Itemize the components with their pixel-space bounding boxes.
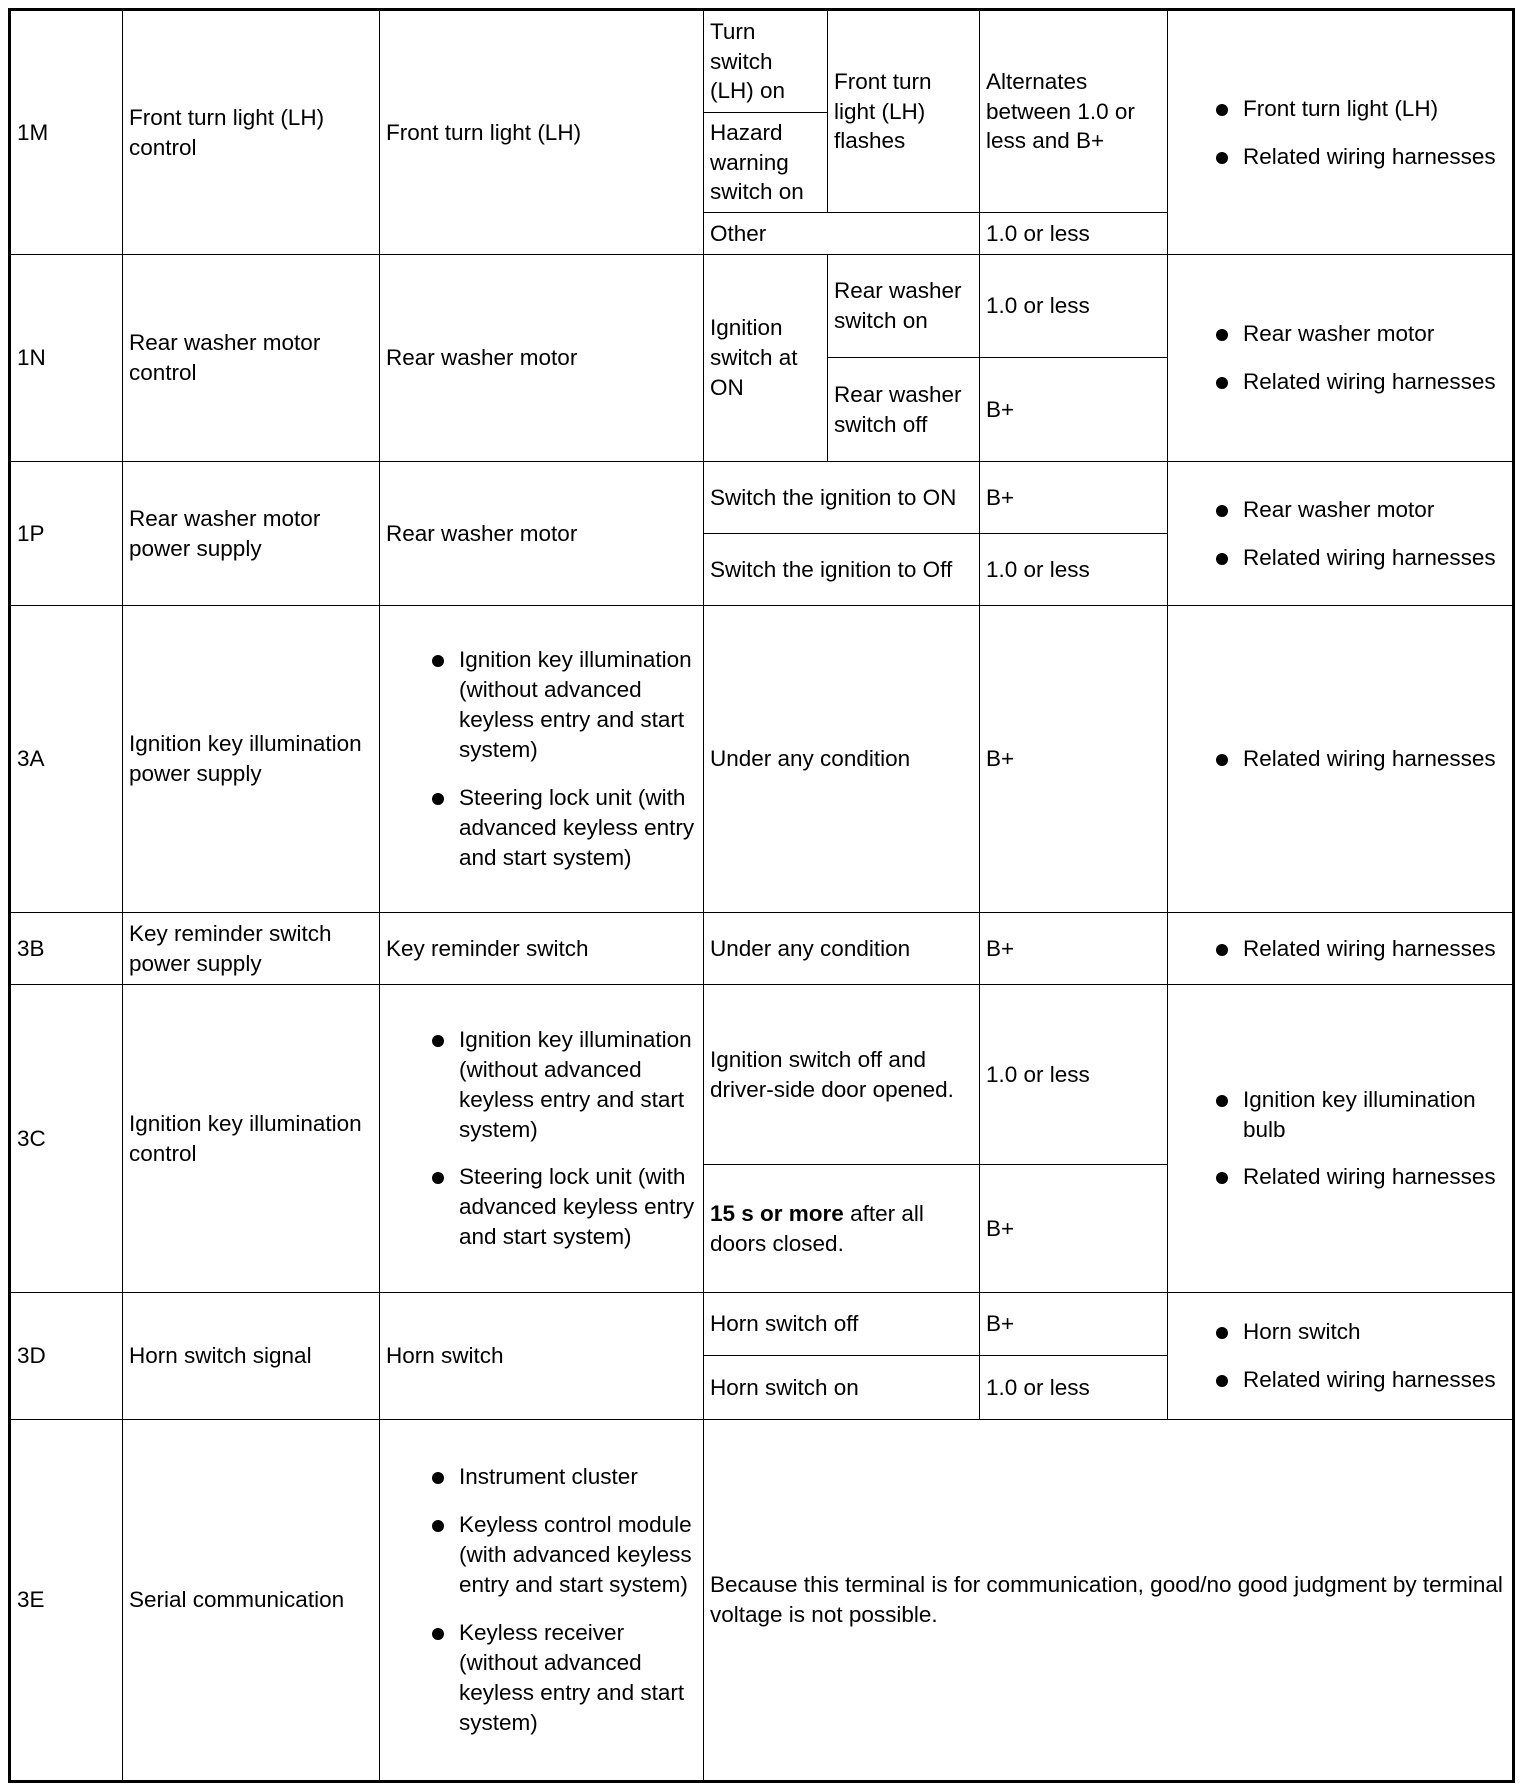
- voltage-cell: B+: [980, 358, 1168, 462]
- component-cell: [380, 985, 704, 1293]
- voltage-cell: 1.0 or less: [980, 255, 1168, 358]
- component-cell: [380, 606, 704, 913]
- condition-cell: Turn switch (LH) on: [704, 10, 828, 113]
- component-cell: Horn switch: [380, 1293, 704, 1420]
- component-item: Ignition key illumination (without advanced keyless entry and start system): [426, 645, 697, 765]
- inspection-cell: [1168, 606, 1514, 913]
- signal-name-cell: Rear washer motor control: [123, 255, 380, 462]
- condition-cell: Hazard warning switch on: [704, 113, 828, 213]
- voltage-cell: 1.0 or less: [980, 213, 1168, 255]
- inspection-item: Related wiring harnesses: [1210, 934, 1506, 964]
- inspection-item: Related wiring harnesses: [1210, 744, 1506, 774]
- inspection-item: Rear washer motor: [1210, 319, 1506, 349]
- inspection-item: Related wiring harnesses: [1210, 543, 1506, 573]
- inspection-item: Front turn light (LH): [1210, 94, 1506, 124]
- signal-name-cell: Horn switch signal: [123, 1293, 380, 1420]
- signal-name-cell: Key reminder switch power supply: [123, 913, 380, 985]
- voltage-cell: B+: [980, 606, 1168, 913]
- condition-cell: Ignition switch at ON: [704, 255, 828, 462]
- terminal-cell: 1N: [10, 255, 123, 462]
- condition-text: after all doors closed.: [710, 1200, 924, 1256]
- table-row: [10, 462, 1514, 534]
- voltage-cell: B+: [980, 462, 1168, 534]
- condition-cell: Rear washer switch off: [828, 358, 980, 462]
- condition-cell: Switch the ignition to Off: [704, 534, 980, 606]
- inspection-item: Related wiring harnesses: [1210, 367, 1506, 397]
- signal-name-cell: Rear washer motor power supply: [123, 462, 380, 606]
- inspection-item: Rear washer motor: [1210, 495, 1506, 525]
- signal-name-cell: Serial communication: [123, 1420, 380, 1782]
- terminal-cell: 1P: [10, 462, 123, 606]
- inspection-cell: [1168, 1293, 1514, 1420]
- component-cell: Rear washer motor: [380, 255, 704, 462]
- terminal-voltage-table: [8, 8, 1515, 1783]
- inspection-cell: [1168, 255, 1514, 462]
- terminal-cell: 3C: [10, 985, 123, 1293]
- inspection-cell: [1168, 462, 1514, 606]
- component-cell: Rear washer motor: [380, 462, 704, 606]
- condition-cell: Switch the ignition to ON: [704, 462, 980, 534]
- voltage-cell: 1.0 or less: [980, 534, 1168, 606]
- condition-cell: Under any condition: [704, 606, 980, 913]
- component-item: Keyless control module (with advanced keyless entry and start system): [426, 1510, 697, 1600]
- terminal-cell: 3A: [10, 606, 123, 913]
- component-item: Keyless receiver (without advanced keyless entry and start system): [426, 1618, 697, 1738]
- voltage-cell: B+: [980, 913, 1168, 985]
- voltage-cell: 1.0 or less: [980, 1356, 1168, 1420]
- terminal-voltage-table-page: [8, 8, 1512, 1778]
- table-row: [10, 10, 1514, 113]
- component-item: Steering lock unit (with advanced keyless entry and start system): [426, 783, 697, 873]
- table-row: [10, 606, 1514, 913]
- table-row: [10, 985, 1514, 1165]
- condition-cell: Other: [704, 213, 980, 255]
- component-item: Ignition key illumination (without advanced keyless entry and start system): [426, 1025, 697, 1145]
- component-cell: Key reminder switch: [380, 913, 704, 985]
- condition-cell: Ignition switch off and driver-side door opened.: [704, 985, 980, 1165]
- signal-name-cell: Ignition key illumination power supply: [123, 606, 380, 913]
- component-item: Instrument cluster: [426, 1462, 697, 1492]
- communication-note-cell: Because this terminal is for communication, good/no good judgment by terminal voltage is not possible.: [704, 1420, 1514, 1782]
- condition-cell: Under any condition: [704, 913, 980, 985]
- condition-cell: Horn switch off: [704, 1293, 980, 1356]
- table-row: [10, 913, 1514, 985]
- terminal-cell: 3D: [10, 1293, 123, 1420]
- inspection-item: Related wiring harnesses: [1210, 1162, 1506, 1192]
- inspection-cell: [1168, 985, 1514, 1293]
- table-row: [10, 1293, 1514, 1356]
- voltage-cell: B+: [980, 1293, 1168, 1356]
- component-cell: [380, 1420, 704, 1782]
- voltage-cell: B+: [980, 1165, 1168, 1293]
- table-row: [10, 1420, 1514, 1782]
- terminal-cell: 3B: [10, 913, 123, 985]
- table-row: [10, 255, 1514, 358]
- condition-emphasis: 15 s or more: [710, 1200, 844, 1226]
- component-item: Steering lock unit (with advanced keyless entry and start system): [426, 1162, 697, 1252]
- condition-cell: Horn switch on: [704, 1356, 980, 1420]
- inspection-item: Related wiring harnesses: [1210, 1365, 1506, 1395]
- signal-name-cell: Front turn light (LH) control: [123, 10, 380, 255]
- terminal-cell: 1M: [10, 10, 123, 255]
- inspection-item: Ignition key illumination bulb: [1210, 1085, 1506, 1145]
- inspection-item: Related wiring harnesses: [1210, 142, 1506, 172]
- inspection-cell: [1168, 913, 1514, 985]
- component-cell: Front turn light (LH): [380, 10, 704, 255]
- inspection-cell: [1168, 10, 1514, 255]
- condition-cell: Front turn light (LH) flashes: [828, 10, 980, 213]
- inspection-item: Horn switch: [1210, 1317, 1506, 1347]
- condition-cell: Rear washer switch on: [828, 255, 980, 358]
- terminal-cell: 3E: [10, 1420, 123, 1782]
- condition-cell: [704, 1165, 980, 1293]
- signal-name-cell: Ignition key illumination control: [123, 985, 380, 1293]
- voltage-cell: 1.0 or less: [980, 985, 1168, 1165]
- voltage-cell: Alternates between 1.0 or less and B+: [980, 10, 1168, 213]
